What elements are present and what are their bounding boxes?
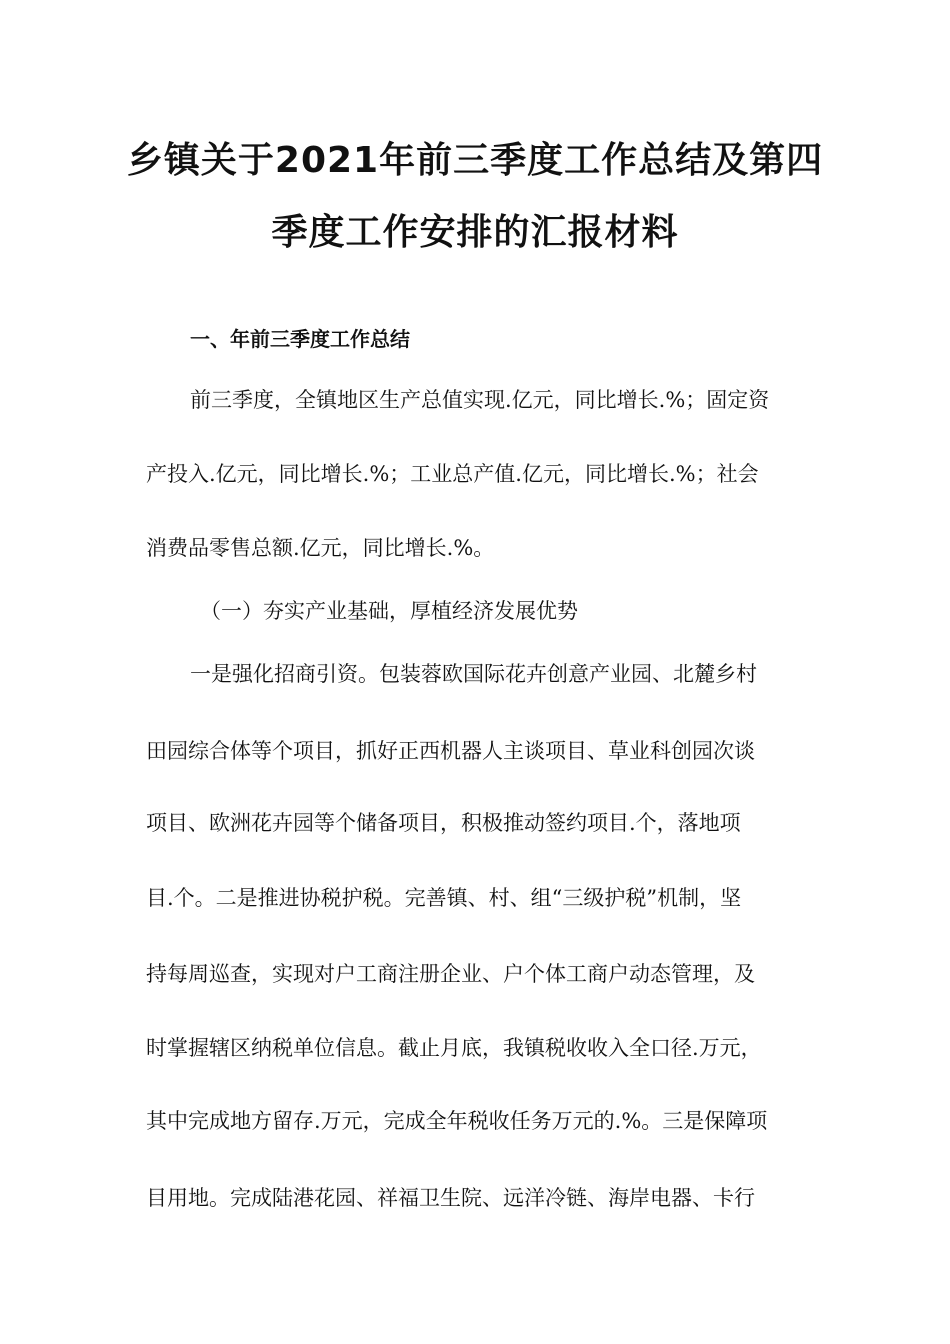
paragraph-2-line-2: 田园综合体等个项目，抓好正西机器人主谈项目、草业科创园次谈 xyxy=(146,739,755,763)
paragraph-2-line-6: 时掌握辖区纳税单位信息。截止月底，我镇税收收入全口径.万元， xyxy=(146,1036,762,1060)
section-heading: 一、年前三季度工作总结 xyxy=(190,327,410,351)
paragraph-1-line-1: 前三季度，全镇地区生产总值实现.亿元，同比增长.%；固定资 xyxy=(190,388,770,412)
subheading: （一）夯实产业基础，厚植经济发展优势 xyxy=(200,599,578,623)
paragraph-2-line-7: 其中完成地方留存.万元，完成全年税收任务万元的.%。三是保障项 xyxy=(146,1109,768,1133)
paragraph-2-line-8: 目用地。完成陆港花园、祥福卫生院、远洋冷链、海岸电器、卡行 xyxy=(146,1186,755,1210)
paragraph-2-line-1: 一是强化招商引资。包装蓉欧国际花卉创意产业园、北麓乡村 xyxy=(190,662,757,686)
paragraph-2-line-5: 持每周巡查，实现对户工商注册企业、户个体工商户动态管理，及 xyxy=(146,962,755,986)
paragraph-1-line-3: 消费品零售总额.亿元，同比增长.%。 xyxy=(146,536,495,560)
paragraph-2-line-4: 目.个。二是推进协税护税。完善镇、村、组“三级护税”机制，坚 xyxy=(146,886,742,910)
paragraph-2-line-3: 项目、欧洲花卉园等个储备项目，积极推动签约项目.个，落地项 xyxy=(146,811,741,835)
document-title-line-2: 季度工作安排的汇报材料 xyxy=(271,212,679,253)
document-title-line-1: 乡镇关于2021年前三季度工作总结及第四 xyxy=(126,140,824,181)
paragraph-1-line-2: 产投入.亿元，同比增长.%；工业总产值.亿元，同比增长.%；社会 xyxy=(146,462,759,486)
